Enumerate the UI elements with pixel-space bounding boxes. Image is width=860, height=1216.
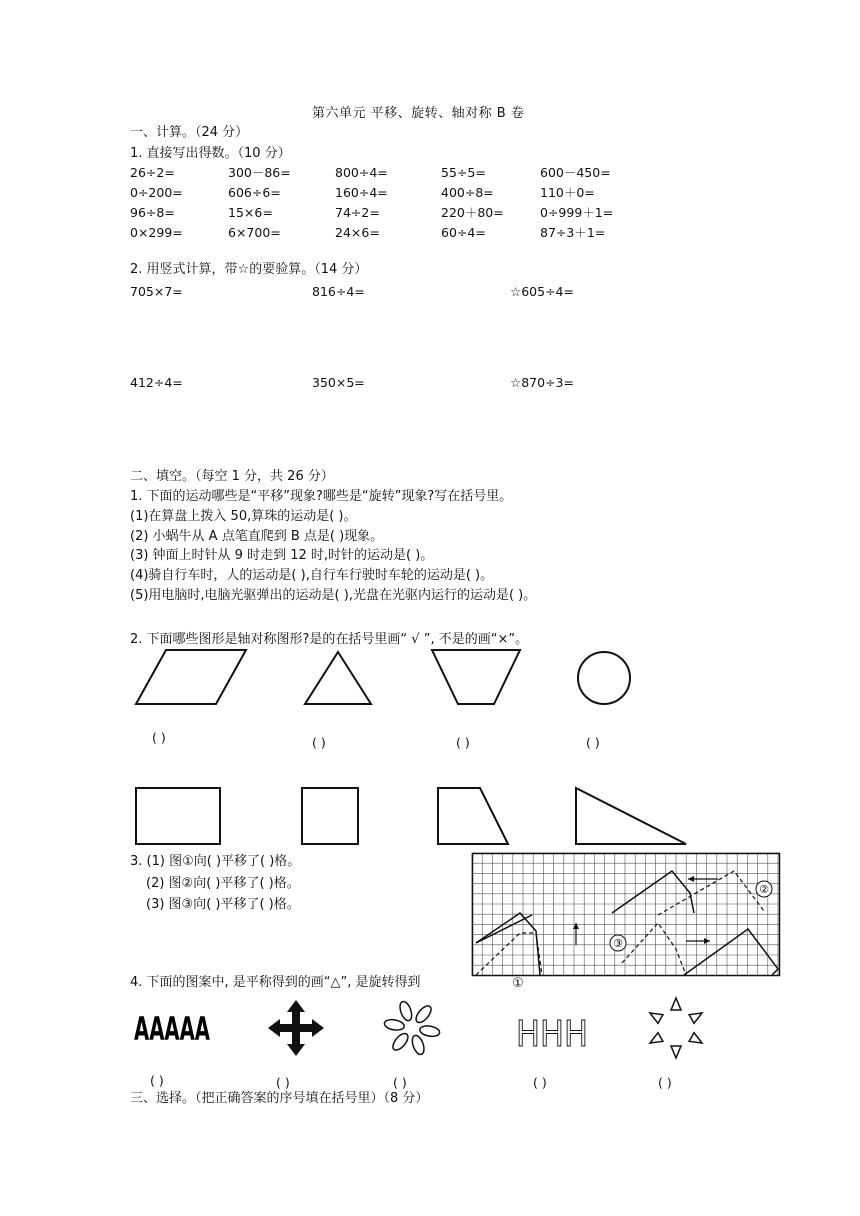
math-item: 160÷4= [335,185,388,200]
label-3: ③ [613,937,623,950]
label-1: ① [512,976,524,991]
fill-blank-item: (2) 小蜗牛从 A 点笔直爬到 B 点是( )现象。 [130,529,384,544]
rectangle-shape [136,788,220,844]
vertical-calc-item: 412÷4= [130,375,183,390]
right-trapezoid-shape [438,788,508,844]
figure-3-solid [684,929,778,975]
section2-heading: 二、填空。（每空 1 分，共 26 分） [130,469,334,484]
math-item: 0÷999＋1= [540,205,614,220]
figure-1-base [476,915,532,943]
vertical-calc-item: ☆605÷4= [510,284,574,299]
math-item: 300－86= [228,165,291,180]
figure-2-solid [612,871,694,913]
trapezoid-shape [432,650,520,704]
triangle-ring-icon [648,998,705,1058]
fill-blank-item: (3) 钟面上时针从 9 时走到 12 时,时针的运动是( )。 [130,548,434,563]
pattern-aaaaa: AAAAA [134,1010,211,1048]
q2-label: 2. 用竖式计算，带☆的要验算。（14 分） [130,262,368,277]
translate-item: 3. (1) 图①向( )平移了( )格。 [130,854,301,869]
math-item: 60÷4= [441,225,486,240]
s2-q4-label: 4. 下面的图案中, 是平称得到的画“△”, 是旋转得到 [130,975,421,990]
answer-paren[interactable]: ( ) [312,735,326,750]
math-item: 0÷200= [130,185,183,200]
cross-arrows-icon [268,1000,324,1056]
math-item: 110＋0= [540,185,595,200]
math-item: 15×6= [228,205,273,220]
fill-blank-item: (5)用电脑时,电脑光驱弹出的运动是( ),光盘在光驱内运行的运动是( )。 [130,588,537,603]
answer-paren[interactable]: ( ) [533,1075,547,1090]
math-item: 800÷4= [335,165,388,180]
math-item: 87÷3＋1= [540,225,606,240]
math-item: 96÷8= [130,205,175,220]
answer-paren[interactable]: ( ) [658,1075,672,1090]
fill-blank-item: (1)在算盘上拨入 50,算珠的运动是( )。 [130,509,357,524]
section1-heading: 一、计算。（24 分） [130,125,249,140]
translate-item: (2) 图②向( )平移了( )格。 [146,876,300,891]
label-2: ② [759,883,769,896]
answer-paren[interactable]: ( ) [393,1075,407,1090]
answer-paren[interactable]: ( ) [586,735,600,750]
section3-heading: 三、选择。（把正确答案的序号填在括号里）（8 分） [130,1091,429,1106]
right-triangle-shape [576,788,686,844]
math-item: 220＋80= [441,205,504,220]
math-item: 606÷6= [228,185,281,200]
math-item: 74÷2= [335,205,380,220]
vertical-calc-item: ☆870÷3= [510,375,574,390]
parallelogram-shape [136,650,246,704]
math-item: 400÷8= [441,185,494,200]
petal-pattern-icon [384,1000,441,1056]
answer-paren[interactable]: ( ) [152,730,166,745]
s2-q1-label: 1. 下面的运动哪些是“平移”现象?哪些是“旋转”现象?写在括号里。 [130,489,513,504]
pattern-hhh: HHH [516,1014,588,1055]
page-title: 第六单元 平移、旋转、轴对称 B 卷 [312,106,525,121]
circle-shape [578,652,630,704]
translate-item: (3) 图③向( )平移了( )格。 [146,897,300,912]
answer-paren[interactable]: ( ) [456,735,470,750]
math-item: 600－450= [540,165,611,180]
math-item: 0×299= [130,225,183,240]
square-shape [302,788,358,844]
answer-paren[interactable]: ( ) [150,1073,164,1088]
patterns-row [130,1002,730,1066]
shapes-row1 [130,648,770,712]
vertical-calc-item: 705×7= [130,284,183,299]
math-item: 6×700= [228,225,281,240]
vertical-calc-item: 816÷4= [312,284,365,299]
shapes-row2 [130,784,700,848]
vertical-calc-item: 350×5= [312,375,365,390]
s2-q2-label: 2. 下面哪些图形是轴对称图形?是的在括号里画“ √ ”, 不是的画“×”。 [130,632,529,647]
triangle-shape [305,652,371,704]
math-item: 55÷5= [441,165,486,180]
translation-grid [472,853,782,978]
figure-1-dashed [476,933,542,975]
figure-3-dashed [622,923,686,975]
math-item: 26÷2= [130,165,175,180]
answer-paren[interactable]: ( ) [276,1075,290,1090]
q1-label: 1. 直接写出得数。（10 分） [130,146,291,161]
math-item: 24×6= [335,225,380,240]
figure-2-dashed [658,871,764,915]
fill-blank-item: (4)骑自行车时，人的运动是( ),自行车行驶时车轮的运动是( )。 [130,568,494,583]
